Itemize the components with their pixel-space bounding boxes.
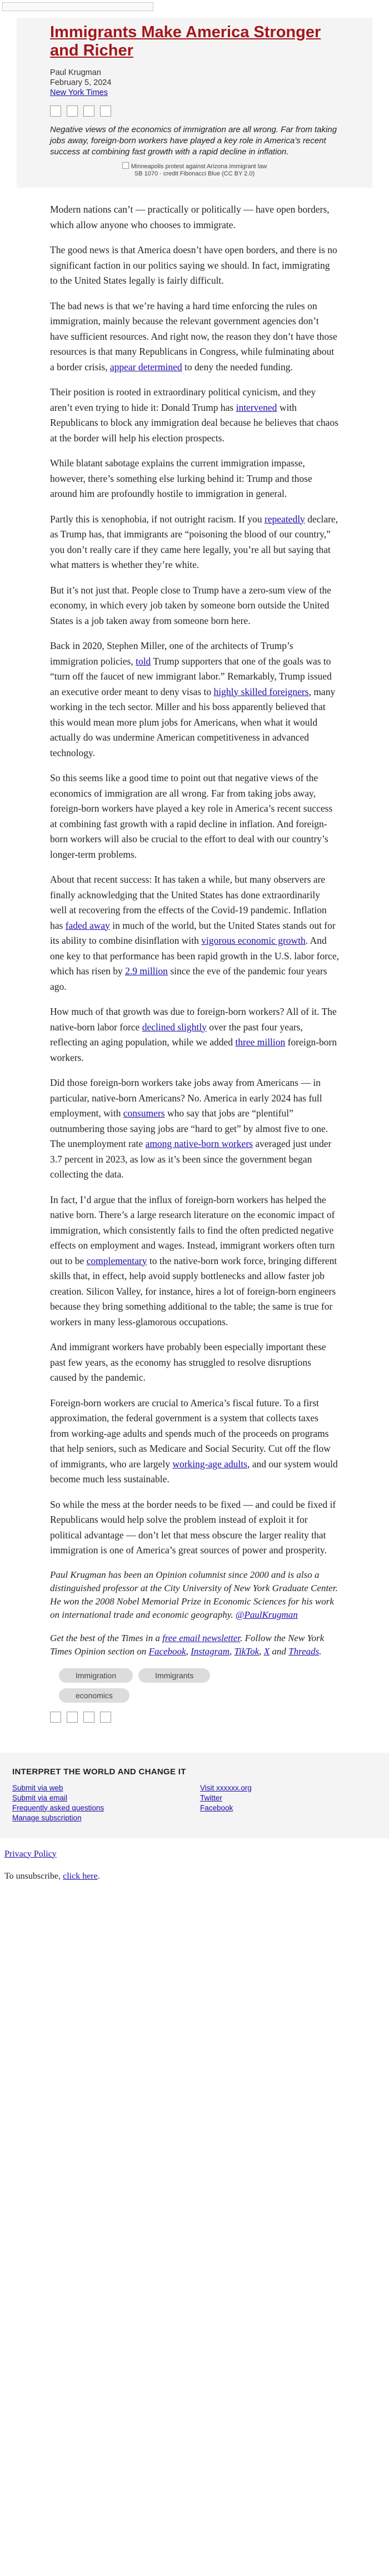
facebook-icon[interactable] [50,1712,61,1723]
article-paragraph [50,1193,339,1330]
promo-text: Get the best of the Times in a [50,1632,163,1643]
paragraph-text: in much of the world, but the United States stands out for its ability to combine disinflation with [50,919,336,946]
article-paragraph [50,512,339,573]
article-paragraph [50,872,339,994]
inline-link[interactable]: told [136,655,151,667]
paragraph-text: While blatant sabotage explains the current immigration impasse, however, there’s something else lurking behind it: Trump and those around him are profoundly hostile to immigration in general. [50,457,312,499]
paragraph-text: Partly this is xenophobia, if not outright racism. If you [50,513,265,525]
promo-text: . [319,1646,322,1657]
paragraph-text: to deny the needed funding. [182,361,293,373]
visit-site-link[interactable]: Visit xxxxxx.org [200,1783,252,1792]
article-paragraph [50,1340,339,1386]
newsletter-container [17,18,372,1738]
manage-subscription-link[interactable]: Manage subscription [12,1813,82,1822]
paragraph-text: Foreign-born workers are crucial to America’s fiscal future. To a first approximation, the federal government is a system that collects taxes from working-age adults and spends much of the proceeds on programs that help seniors, such as Medicare and Social Security. Cut off the flow of immigrants, who are largely [50,1397,331,1470]
publish-date: February 5, 2024 [50,78,112,87]
article-paragraph [50,638,339,761]
author-bio-text: Paul Krugman has been an Opinion columnist since 2000 and is also a distinguished professor at the City University of New York Graduate Center. He won the 2008 Nobel Memorial Prize in Economic Sciences for his work on international trade and economic geography. [50,1569,338,1620]
top-bar [0,0,389,18]
unsubscribe-period: . [97,1871,100,1881]
paragraph-text: since the eve of the pandemic four years ago. [50,965,327,992]
paragraph-text: who say that jobs are “plentiful” outnumbering those saying jobs are “hard to get” by almost five to one. The unemployment rate [50,1108,328,1149]
promo-text: and [270,1646,289,1657]
article-paragraph [50,1497,339,1558]
facebook-footer-link[interactable]: Facebook [200,1803,233,1812]
article-paragraph [50,771,339,862]
submit-web-link[interactable]: Submit via web [12,1783,63,1792]
twitter-footer-link[interactable]: Twitter [200,1793,222,1802]
inline-link[interactable]: highly skilled foreigners [213,686,309,697]
paragraph-text: Back in 2020, Stephen Miller, one of the architects of Trump’s immigration policies, [50,640,293,667]
article-paragraph [50,456,339,502]
facebook-icon[interactable] [50,105,61,117]
inline-link[interactable]: repeatedly [264,513,305,525]
author-bio [50,1568,339,1622]
inline-link[interactable]: vigorous economic growth [201,935,306,946]
threads-link[interactable]: Threads [288,1646,320,1657]
paragraph-text: averaged just under 3.7 percent in 2023, as low as it’s been since the government began collecting the data. [50,1138,332,1180]
newsletter-promo: Get the best of the Times in a free email newsletter. Follow the New York Times Opinion section on Facebook, Instagram, TikTok, X and Threads. [50,1632,325,1657]
article-header [17,18,372,188]
footer-links [12,1783,377,1823]
article-dek: Negative views of the economics of immigration are all wrong. Far from taking jobs away, foreign-born workers have played a key role in America’s recent success at combining fast growth with a rapid decline in inflation. [50,125,337,157]
article-paragraphs [50,202,339,1558]
article-paragraph [50,385,339,446]
inline-link[interactable]: three million [235,1037,286,1048]
paragraph-text: In fact, I’d argue that the influx of foreign-born workers has helped the native born. There’s a large research literature on the economic impact of immigration, which consistently fails to find the often predicted negative effects on employment and wages. Instead, immigrant workers often turn out to be [50,1194,335,1266]
inline-link[interactable]: working-age adults [172,1458,247,1470]
article-paragraph [50,243,339,289]
twitter-icon[interactable] [67,1712,78,1723]
paragraph-text: How much of that growth was due to foreign-born workers? All of it. The native-born labor force [50,1006,337,1033]
photo-caption [50,162,339,178]
print-icon[interactable] [100,105,111,117]
paragraph-text: foreign-born workers. [50,1037,337,1063]
inline-link[interactable]: intervened [236,401,277,413]
share-buttons-bottom [50,1712,339,1723]
paragraph-text: About that recent success: It has taken a while, but many observers are finally acknowledging that the United States has done extraordinarily well at recovering from the effects of the Covid-19 pandemic. Inflation has [50,874,327,931]
article-body [17,188,372,1738]
paragraph-text: Did those foreign-born workers take jobs away from Americans — in particular, native-born Americans? No. America in early 2024 has full employment, with [50,1077,322,1119]
newsletter-link[interactable]: free email newsletter [162,1632,241,1643]
image-icon [122,162,129,169]
footer [0,1753,389,1838]
article-paragraph [50,1396,339,1487]
paragraph-text: So while the mess at the border needs to be fixed — and could be fixed if Republicans would help solve the problem instead of exploit it for political advantage — don’t let that mess obscure the larger reality that immigration is one of America’s great sources of power and prosperity. [50,1498,336,1556]
inline-link[interactable]: 2.9 million [125,965,168,977]
inline-link[interactable]: faded away [65,919,110,931]
faq-link[interactable]: Frequently asked questions [12,1803,104,1812]
privacy-policy-link[interactable]: Privacy Policy [4,1849,57,1859]
article-paragraph [50,1075,339,1183]
paragraph-text: The bad news is that we’re having a hard time enforcing the rules on immigration, mainly because the relevant government agencies don’t have sufficient resources. And right now, the reason they don’t have those resources is that many Republicans in Congress, while fulminating about a border crisis, [50,300,337,373]
submit-email-link[interactable]: Submit via email [12,1793,68,1802]
article-paragraph [50,299,339,375]
tag-chip[interactable]: Immigration [59,1668,133,1683]
unsubscribe-label: To unsubscribe, [4,1871,63,1881]
paragraph-text: The good news is that America doesn’t have open borders, and there is no significant faction in our politics saying we should. In fact, immigrating to the United States legally is fairly difficult. [50,244,337,286]
tag-chip[interactable]: Immigrants [138,1668,210,1683]
article-paragraph [50,1004,339,1065]
paragraph-text: declare, as Trump has, that immigrants are “poisoning the blood of our country,” you don’t really care if they came here legally, you’re all but saying that what matters is whether they’re white. [50,513,338,570]
paragraph-text: But it’s not just that. People close to Trump have a zero-sum view of the economy, in which every job taken by someone born outside the United States is a job taken away from someone born here. [50,584,331,626]
paragraph-text: , and our system would become much less sustainable. [50,1458,338,1485]
inline-link[interactable]: among native-born workers [145,1138,253,1149]
email-icon[interactable] [83,105,94,117]
photo-caption-line1: Minneapolis protest against Arizona immigrant law [131,163,267,170]
article-paragraph [50,583,339,629]
author-name: Paul Krugman [50,68,101,77]
paragraph-text: So this seems like a good time to point out that negative views of the economics of immigration are all wrong. Far from taking jobs away, foreign-born workers have played a key role in America’s recent success at combining fast growth with a rapid decline in inflation. And foreign-born workers will also be crucial to the effort to deal with our country’s longer-term problems. [50,772,333,860]
author-twitter-link[interactable]: @PaulKrugman [235,1609,298,1620]
share-buttons [50,105,339,117]
paragraph-text: Modern nations can’t — practically or politically — have open borders, which allow anyone who chooses to immigrate. [50,204,330,230]
paragraph-text: . And one key to that performance has been rapid growth in the U.S. labor force, which has risen by [50,935,339,977]
byline [50,68,339,98]
footer-heading: INTERPRET THE WORLD AND CHANGE IT [12,1767,186,1777]
publication-link[interactable]: New York Times [50,88,108,97]
unsubscribe-link[interactable]: click here [63,1871,98,1881]
paragraph-text: with Republicans to block any immigration deal because he believes that chaos at the border will help his election prospects. [50,401,339,444]
tag-chip[interactable]: economics [59,1688,129,1703]
paragraph-text: over the past four years, reflecting an aging population, while we added [50,1021,303,1048]
tag-list [59,1668,253,1703]
inline-link[interactable]: appear determined [109,361,182,373]
legal-section [0,1838,389,1891]
facebook-link[interactable]: Facebook [148,1646,186,1657]
paragraph-text: to the native-born work force, bringing different skills that, in effect, help avoid supply bottlenecks and allow faster job creation. Silicon Valley, for instance, hires a lot of foreign-born engineers because they bring something additional to the table; the same is true for workers in many less-glamorous occupations. [50,1255,337,1327]
broken-image-icon[interactable] [2,2,153,11]
inline-link[interactable]: declined slightly [142,1021,207,1033]
tiktok-link[interactable]: TikTok [234,1646,260,1657]
paragraph-text: , many working in the tech sector. Miller and his boss apparently believed that this would mean more plum jobs for Americans, when what it would actually do was undermine American competitiveness in advanced technology. [50,686,336,758]
instagram-link[interactable]: Instagram [191,1646,230,1657]
inline-link[interactable]: complementary [86,1255,147,1266]
inline-link[interactable]: consumers [123,1108,165,1119]
twitter-icon[interactable] [67,105,78,117]
photo-caption-line2: SB 1070 · credit Fibonacci Blue (CC BY 2.0) [134,170,255,177]
x-link[interactable]: X [263,1646,270,1657]
paragraph-text: Their position is rooted in extraordinary political cynicism, and they aren’t even trying to hide it: Donald Trump has [50,386,316,413]
promo-text: . Follow the New York Times Opinion section on [50,1632,325,1657]
email-icon[interactable] [83,1712,94,1723]
unsubscribe-text [4,1871,385,1881]
print-icon[interactable] [100,1712,111,1723]
paragraph-text: And immigrant workers have probably been especially important these past few years, as the economy has struggled to resolve disruptions caused by the pandemic. [50,1341,326,1383]
article-paragraph [50,202,339,233]
article-title[interactable]: Immigrants Make America Stronger and Richer [50,23,321,59]
paragraph-text: Trump supporters that one of the goals was to “turn off the faucet of new immigrant labor.” Remarkably, Trump issued an executive order meant to deny visas to [50,655,332,697]
